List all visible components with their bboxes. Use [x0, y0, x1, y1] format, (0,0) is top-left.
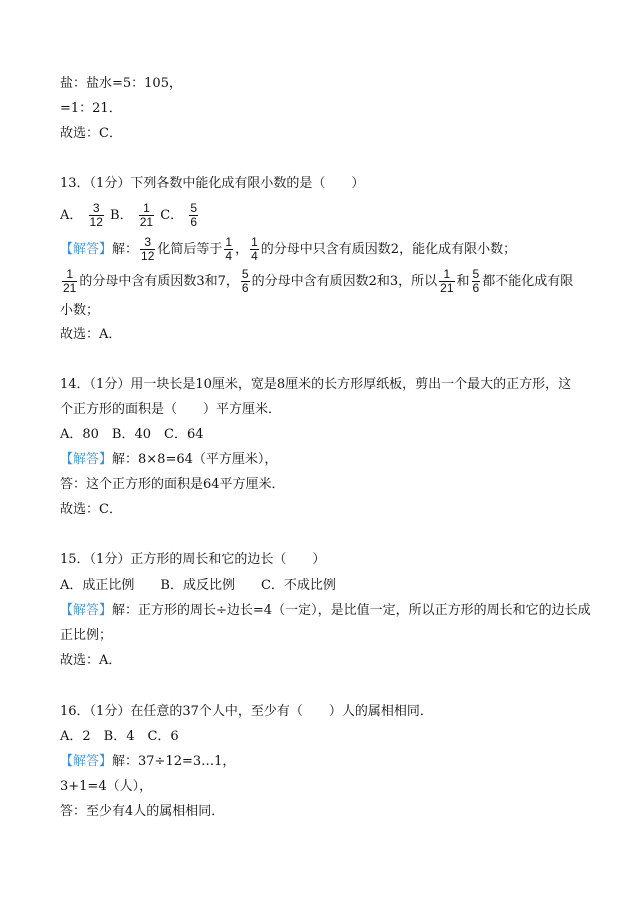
prev-answer: 故选：C．: [60, 126, 122, 141]
q13-fraction: $\frac{1}{21}$: [440, 267, 454, 295]
q14-answer-tag: 【解答】: [60, 452, 113, 467]
q15-answer: 故选：A．: [60, 653, 122, 668]
q13-fraction: $\frac{5}{6}$: [472, 267, 480, 295]
q13-fraction: $\frac{3}{12}$: [141, 235, 155, 263]
q14-stem-line-1: 14．（1分）用一块长是10厘米，宽是8厘米的长方形厚纸板，剪出一个最大的正方形，这: [60, 377, 572, 392]
q13-solution-line-1: 【解答】解： $\frac{3}{12}$ 化简后等于 $\frac{1}{4}$ ， $\frac{1}{4}$ 的分母中只含有质因数2，能化成有限小数；: [60, 235, 517, 263]
q14-stem-line-2: 个正方形的面积是（ ）平方厘米．: [60, 402, 282, 417]
q13-fraction: $\frac{5}{6}$: [241, 267, 249, 295]
q13-fraction-c: $\frac{5}{6}$: [190, 201, 198, 229]
q16-solution-line-3: 答：至少有4人的属相相同．: [60, 804, 225, 819]
q13-solution-line-3: 小数；: [60, 303, 100, 318]
q14-options: A．80 B．40 C．64: [60, 427, 204, 442]
q13-answer: 故选：A．: [60, 327, 122, 342]
q16-answer-tag: 【解答】: [60, 754, 113, 769]
q15-answer-tag: 【解答】: [60, 603, 113, 618]
q13-fraction-b: $\frac{1}{21}$: [139, 201, 154, 229]
q13-option-c: C．: [160, 208, 184, 223]
q16-solution-line-1: 【解答】解：37÷12=3…1，: [60, 754, 236, 769]
q14-answer: 故选：C．: [60, 502, 122, 517]
q13-option-b: B．: [110, 208, 133, 223]
q13-fraction: $\frac{1}{4}$: [225, 235, 233, 263]
q16-options: A．2 B．4 C．6: [60, 729, 179, 744]
prev-line-1: 盐：盐水=5：105，: [60, 76, 182, 91]
q13-option-a: A．: [60, 208, 83, 223]
q16-solution-line-2: 3+1=4（人），: [60, 779, 153, 794]
q13-fraction-a: $\frac{3}{12}$: [89, 201, 103, 229]
q13-options: [60, 202, 200, 229]
q14-solution-line-1: 【解答】解：8×8=64（平方厘米），: [60, 452, 278, 467]
q13-stem: 13．（1分）下列各数中能化成有限小数的是（ ）: [60, 176, 365, 191]
q13-fraction: $\frac{1}{4}$: [251, 235, 258, 263]
q16-stem: 16．（1分）在任意的37个人中，至少有（ ）人的属相相同．: [60, 704, 433, 719]
q15-solution-line-2: 正比例；: [60, 628, 113, 643]
q13-fraction: $\frac{1}{21}$: [63, 267, 77, 295]
q15-options: A．成正比例 B．成反比例 C．不成比例: [60, 578, 336, 593]
q13-answer-tag: 【解答】: [60, 242, 113, 257]
q14-solution-line-2: 答：这个正方形的面积是64平方厘米．: [60, 477, 285, 492]
prev-line-2: =1：21．: [60, 101, 122, 116]
q15-stem: 15．（1分）正方形的周长和它的边长（ ）: [60, 552, 326, 567]
q13-solution-line-2: $\frac{1}{21}$ 的分母中含有质因数3和7， $\frac{5}{6}$ 的分母中含有质因数2和3，所以 $\frac{1}{21}$ 和 $\frac{5}{6}$ 都不能化成有限: [63, 267, 574, 295]
q15-solution-line-1: 【解答】解：正方形的周长÷边长=4（一定），是比值一定，所以正方形的周长和它的边长成: [60, 603, 591, 618]
